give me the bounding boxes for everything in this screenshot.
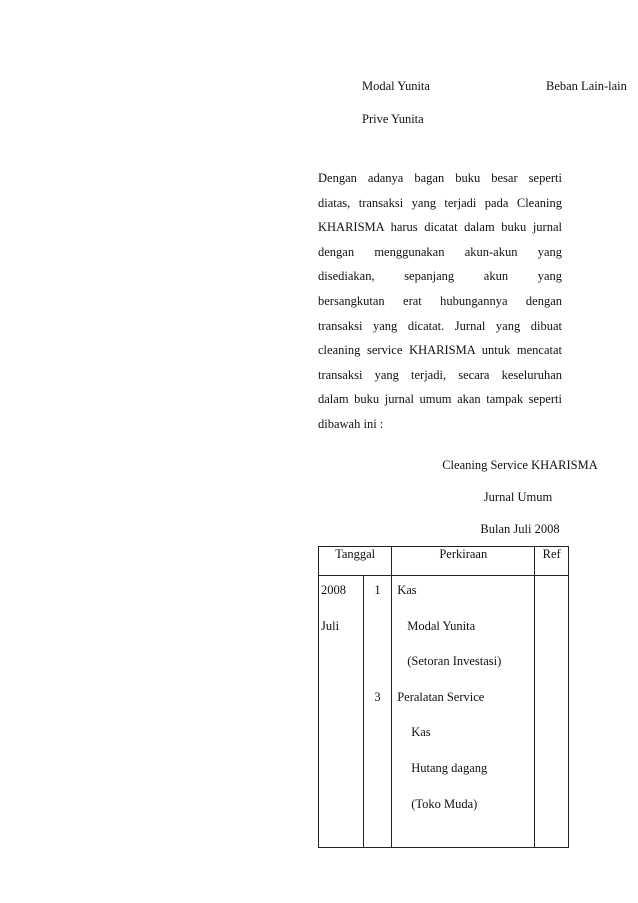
account-prive-yunita: Prive Yunita	[362, 112, 424, 126]
day-label	[364, 647, 392, 683]
header-tanggal: Tanggal	[319, 547, 392, 576]
journal-company: Cleaning Service KHARISMA	[442, 458, 598, 472]
paragraph-line: KHARISMA harus dicatat dalam buku jurnal	[318, 220, 562, 235]
day-label	[364, 718, 392, 754]
paragraph-line: diatas, transaksi yang terjadi pada Cleaning	[318, 195, 562, 210]
day-label	[364, 754, 392, 790]
account-entry: (Toko Muda)	[411, 796, 478, 811]
ref-cell	[535, 576, 569, 848]
journal-period: Bulan Juli 2008	[480, 522, 560, 536]
day-label: 3	[374, 689, 381, 704]
header-ref: Ref	[535, 547, 569, 576]
year-label: 2008	[321, 583, 346, 597]
paragraph-line: Dengan adanya bagan buku besar seperti	[318, 171, 562, 185]
paragraph-line: bersangkutan erat hubungannya dengan	[318, 293, 562, 308]
day-label	[364, 790, 392, 826]
account-entry: (Setoran Investasi)	[407, 654, 502, 669]
account-entry: Kas	[411, 725, 431, 740]
header-perkiraan: Perkiraan	[392, 547, 535, 576]
account-entry: Kas	[397, 583, 417, 597]
paragraph-line: dalam buku jurnal umum akan tampak seperti	[318, 392, 562, 407]
paragraph-line: transaksi yang dicatat. Jurnal yang dibuat	[318, 318, 562, 333]
perkiraan-cell	[392, 576, 535, 848]
paragraph-line: cleaning service KHARISMA untuk mencatat	[318, 343, 562, 358]
day-label: 1	[374, 583, 381, 597]
day-label	[364, 612, 392, 648]
account-entry: Hutang dagang	[411, 760, 488, 775]
account-modal-yunita: Modal Yunita	[362, 79, 430, 93]
table-header-row	[319, 547, 569, 576]
account-entry: Peralatan Service	[397, 689, 485, 704]
account-entry: Modal Yunita	[407, 618, 476, 633]
intro-paragraph	[318, 166, 562, 437]
account-beban-lain-lain: Beban Lain-lain	[546, 79, 627, 93]
month-label: Juli	[321, 618, 340, 633]
year-month-cell	[319, 576, 364, 848]
journal-table	[318, 546, 569, 848]
paragraph-line: transaksi yang terjadi, secara keseluruhan	[318, 367, 562, 382]
journal-title: Jurnal Umum	[483, 490, 553, 504]
table-row	[319, 576, 569, 848]
day-cell	[363, 576, 392, 848]
paragraph-line: disediakan, sepanjang akun yang	[318, 269, 562, 284]
paragraph-line: dengan menggunakan akun-akun yang	[318, 244, 562, 259]
paragraph-line: dibawah ini :	[318, 416, 384, 431]
